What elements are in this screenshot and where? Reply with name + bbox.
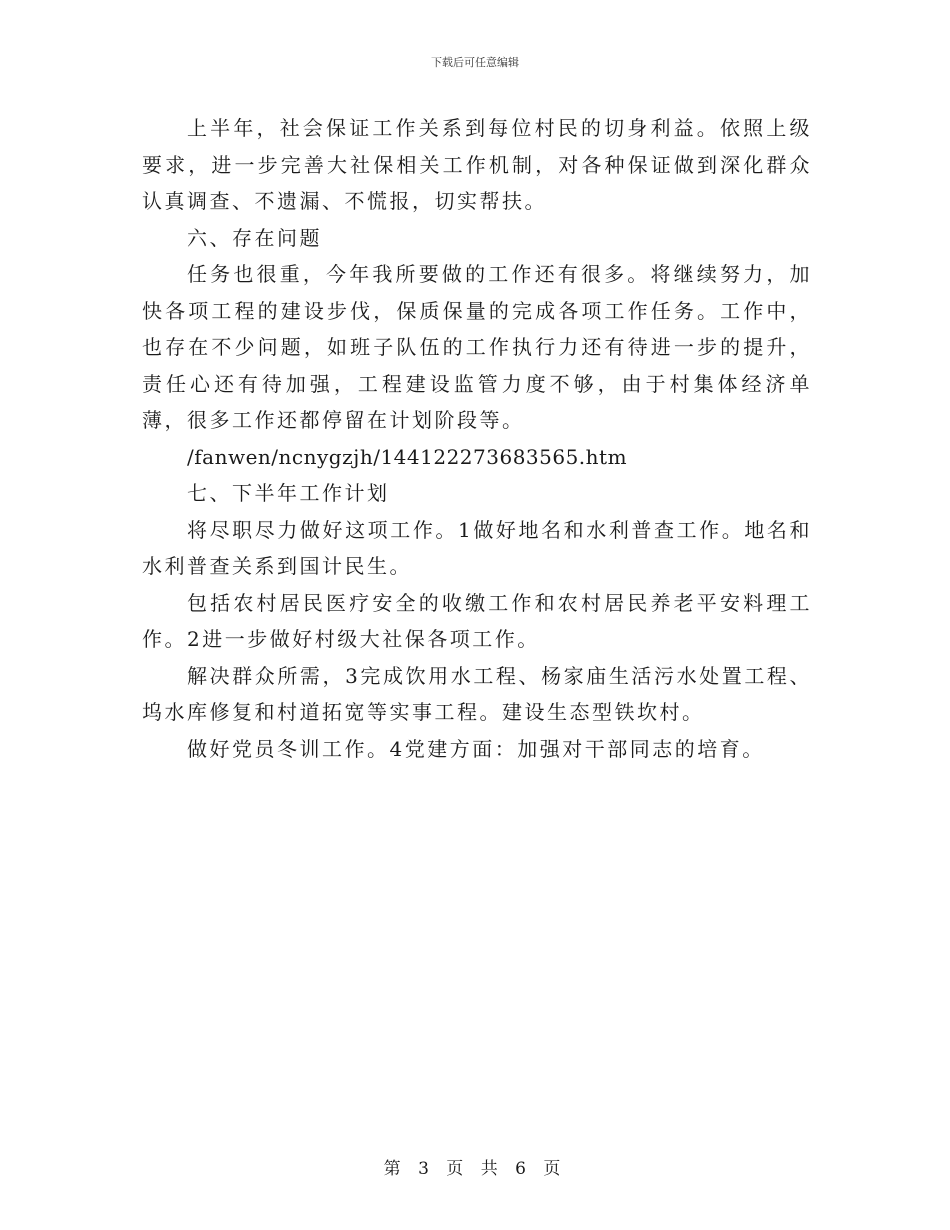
paragraph-social-security: 上半年，社会保证工作关系到每位村民的切身利益。依照上级要求，进一步完善大社保相关工作机制，对各种保证做到深化群众认真调查、不遗漏、不慌报，切实帮扶。: [142, 116, 812, 213]
source-url-text: /fanwen/ncnygzjh/144122273683565.htm: [187, 444, 628, 469]
page-header-note: 下载后可任意编辑: [431, 56, 519, 69]
paragraph-problems: 任务也很重，今年我所要做的工作还有很多。将继续努力，加快各项工程的建设步伐，保质保量的完成各项工作任务。工作中，也存在不少问题，如班子队伍的工作执行力还有待进一步的提升，责任心还有待加强，工程建设监管力度不够，由于村集体经济单薄，很多工作还都停留在计划阶段等。: [142, 262, 812, 432]
section-heading-plan: 七、下半年工作计划: [187, 481, 390, 505]
paragraph-plan-4: 做好党员冬训工作。4党建方面：加强对干部同志的培育。: [187, 736, 765, 761]
paragraph-plan-3: 解决群众所需，3完成饮用水工程、杨家庙生活污水处置工程、坞水库修复和村道拓宽等实事工程。建设生态型铁坎村。: [142, 663, 812, 724]
paragraph-plan-1: 将尽职尽力做好这项工作。1做好地名和水利普查工作。地名和水利普查关系到国计民生。: [142, 517, 812, 578]
paragraph-plan-2: 包括农村居民医疗安全的收缴工作和农村居民养老平安料理工作。2进一步做好村级大社保各项工作。: [142, 590, 812, 651]
document-body: [142, 110, 812, 767]
page-number: 第 3 页 共 6 页: [383, 1159, 567, 1179]
section-heading-problems: 六、存在问题: [187, 225, 322, 250]
